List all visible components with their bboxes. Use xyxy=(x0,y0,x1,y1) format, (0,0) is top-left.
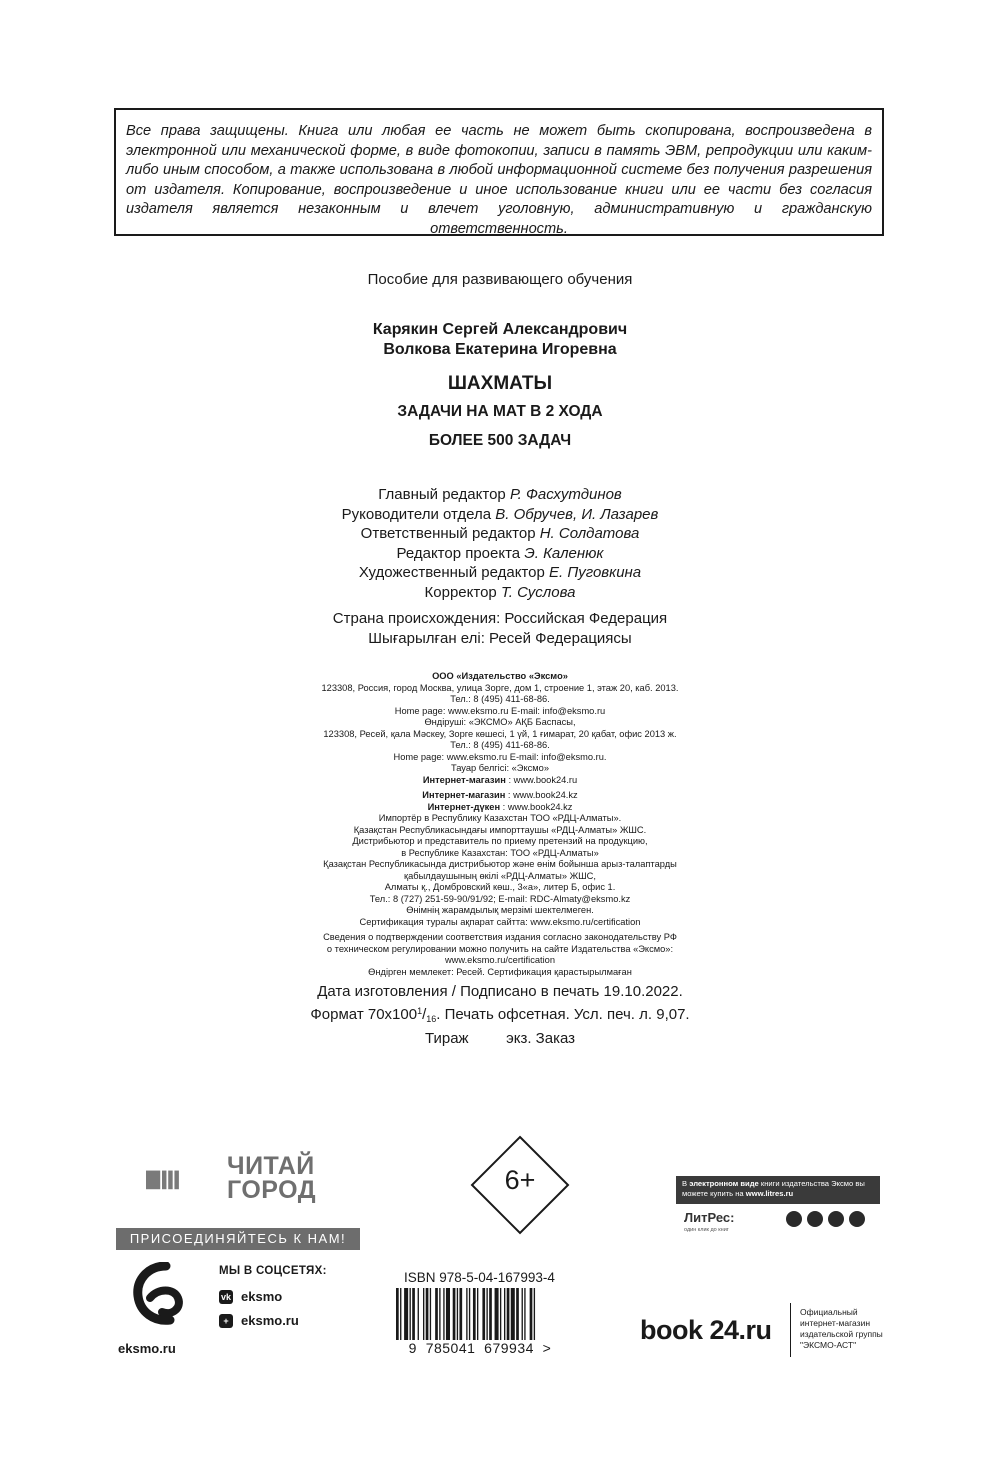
credit-row xyxy=(0,544,1000,564)
social-item-site[interactable] xyxy=(219,1313,299,1328)
book24-tagline-line: интернет-магазин xyxy=(800,1318,871,1328)
importer-line: Қазақстан Республикасында дистрибьютор және өнім бойынша арыз-талаптарды xyxy=(323,859,677,869)
barcode-bar xyxy=(466,1288,467,1340)
barcode-bar xyxy=(453,1288,456,1340)
importer-line: Дистрибьютор и представитель по приему претензий на продукцию, xyxy=(352,836,648,846)
book-subtitle: Пособие для развивающего обучения xyxy=(367,271,633,288)
barcode-bar xyxy=(516,1288,519,1340)
publisher-info xyxy=(0,671,1000,978)
credit-name: Н. Солдатова xyxy=(539,525,640,542)
certification-line: о техническом регулировании можно получить на сайте Издательства «Эксмо»: xyxy=(326,943,674,954)
importer-line: в Республике Казахстан: ТОО «РДЦ-Алматы» xyxy=(401,847,599,858)
age-rating: 6+ xyxy=(504,1165,536,1195)
book-title: ШАХМАТЫ xyxy=(447,373,553,394)
credits xyxy=(0,485,1000,602)
book24-tagline-line: издательской группы xyxy=(800,1329,883,1339)
barcode-bar xyxy=(473,1288,476,1340)
barcode-bar xyxy=(457,1288,458,1340)
android-icon xyxy=(807,1211,823,1227)
barcode-bar xyxy=(418,1288,419,1340)
publisher-name: ООО «Издательство «Эксмо» xyxy=(432,671,568,681)
barcode-bar xyxy=(396,1288,399,1340)
origin-kz: Шығарылған елі: Ресей Федерациясы xyxy=(368,629,632,647)
publisher-line: Тел.: 8 (495) 411-68-86. xyxy=(450,694,550,704)
credit-name: Е. Пуговкина xyxy=(549,564,642,581)
platform-icons xyxy=(786,1211,865,1227)
publisher-line: 123308, Россия, город Москва, улица Зорге, дом 1, строение 1, этаж 20, каб. 2013. xyxy=(321,682,679,693)
barcode-bar xyxy=(500,1288,501,1340)
credit-role: Корректор xyxy=(424,583,497,601)
barcode-bar xyxy=(435,1288,438,1340)
barcode-bar xyxy=(482,1288,485,1340)
barcode-bar xyxy=(439,1288,440,1340)
barcode-bar xyxy=(423,1288,424,1340)
credit-role: Руководители отдела xyxy=(341,505,492,523)
importer-line: Алматы қ., Домбровский көш., 3«а», литер Б, офис 1. xyxy=(384,882,616,892)
print-date: Дата изготовления / Подписано в печать 19.10.2022. xyxy=(317,983,683,1000)
barcode-bar xyxy=(507,1288,510,1340)
book-subtitle-2: БОЛЕЕ 500 ЗАДАЧ xyxy=(428,432,572,449)
social-label: eksmo xyxy=(241,1289,283,1304)
credit-name: В. Обручев, И. Лазарев xyxy=(495,505,659,523)
litres-logo: ЛитРес: xyxy=(684,1210,735,1225)
credit-row xyxy=(0,485,1000,505)
credit-role: Ответственный редактор xyxy=(360,525,536,542)
windows-phone-icon xyxy=(828,1211,844,1227)
credit-row xyxy=(0,563,1000,583)
barcode-bar xyxy=(495,1288,499,1340)
book24-tagline xyxy=(800,1307,883,1351)
barcode-bar xyxy=(459,1288,462,1340)
chitai-gorod-line2: ГОРОД xyxy=(227,1176,317,1204)
barcode-bar xyxy=(404,1288,408,1340)
importer-line: Импортёр в Республику Казахстан ТОО «РДЦ-Алматы». xyxy=(378,813,622,823)
certification-line: Өндірген мемлекет: Ресей. Сертификация қарастырылмаған xyxy=(368,966,632,977)
origin xyxy=(0,609,1000,648)
rights-notice: Все права защищены. Книга или любая ее часть не может быть скопирована, воспроизведена в электронной или механической форме, в виде фотокопии, записи в память ЭВМ, репродукции или каким-либо иным способом, а также использована в любой информационной системе без получения разрешения от издателя. Копирование, воспроизведение и иное использование книги или ее части без согласия издателя является незаконным и влечет уголовную, административную и гражданскую ответственность. xyxy=(126,123,872,237)
chitai-gorod-logo-text xyxy=(227,1154,316,1202)
barcode-bar xyxy=(524,1288,525,1340)
chitai-gorod-line1: ЧИТАЙ xyxy=(227,1152,315,1180)
barcode-bar xyxy=(504,1288,505,1340)
isbn: ISBN 978-5-04-167993-4 xyxy=(404,1270,555,1285)
print-info xyxy=(0,982,1000,1049)
social-label: eksmo.ru xyxy=(241,1313,299,1328)
shop-ru: Интернет-магазин : www.book24.ru xyxy=(422,774,578,785)
book24-tagline-line: Официальный xyxy=(800,1307,858,1317)
publisher-line: Home page: www.eksmo.ru E-mail: info@eksmo.ru. xyxy=(393,751,607,762)
windows-icon xyxy=(849,1211,865,1227)
eksmo-url[interactable]: eksmo.ru xyxy=(118,1341,176,1356)
book24-logo[interactable]: book 24.ru xyxy=(640,1315,772,1345)
credit-row xyxy=(0,524,1000,544)
importer-line: Өнімнің жарамдылық мерзімі шектелмеген. xyxy=(406,905,594,915)
publisher-line: Тауар белгісі: «Эксмо» xyxy=(450,763,550,773)
shop-kz: Интернет-магазин : www.book24.kz xyxy=(422,790,578,800)
join-us-banner: ПРИСОЕДИНЯЙТЕСЬ К НАМ! xyxy=(116,1228,360,1250)
social-item-vk[interactable] xyxy=(219,1289,282,1304)
publisher-line: 123308, Ресей, қала Мәскеу, Зорге көшесі, 1 үй, 1 ғимарат, 20 қабат, офис 2013 ж. xyxy=(323,728,677,739)
vk-icon: vk xyxy=(220,1291,231,1302)
barcode-bar xyxy=(489,1288,492,1340)
origin-ru: Страна происхождения: Российская Федерация xyxy=(332,610,668,627)
publisher-line: Home page: www.eksmo.ru E-mail: info@eksmo.ru xyxy=(394,705,606,716)
eksmo-logo-icon xyxy=(128,1262,188,1332)
plus-icon: + xyxy=(219,1314,233,1328)
barcode-digits: 9 785041 679934 > xyxy=(384,1340,576,1356)
authors xyxy=(0,320,1000,360)
credit-name: Т. Суслова xyxy=(500,583,576,601)
barcode-bar xyxy=(426,1288,429,1340)
credit-role: Редактор проекта xyxy=(396,544,521,562)
barcode-bar xyxy=(530,1288,533,1340)
publisher-line: Өндіруші: «ЭКСМО» АҚБ Баспасы, xyxy=(424,717,576,727)
barcode-bar xyxy=(477,1288,478,1340)
rights-notice-box xyxy=(114,108,884,236)
barcode-bar xyxy=(412,1288,415,1340)
credit-name: Э. Каленюк xyxy=(524,544,604,562)
credit-row xyxy=(0,505,1000,525)
importer-line: Сертификация туралы ақпарат сайтта: www.eksmo.ru/certification xyxy=(359,916,641,927)
litres-slogan: один клик до книг xyxy=(684,1227,729,1233)
credit-name: Р. Фасхутдинов xyxy=(509,486,622,503)
credit-role: Художественный редактор xyxy=(358,564,545,581)
credit-role: Главный редактор xyxy=(378,486,506,503)
book-subtitle-1: ЗАДАЧИ НА МАТ В 2 ХОДА xyxy=(397,403,603,420)
certification-line: www.eksmo.ru/certification xyxy=(444,955,556,965)
barcode-bar xyxy=(522,1288,523,1340)
barcode-bar xyxy=(400,1288,401,1340)
importer-line: Тел.: 8 (727) 251-59-90/91/92; E-mail: RDC-Almaty@eksmo.kz xyxy=(369,893,631,904)
social-heading: МЫ В СОЦСЕТЯХ: xyxy=(219,1265,327,1277)
shop-kz-2: Интернет-дүкен : www.book24.kz xyxy=(427,801,573,812)
author-1: Карякин Сергей Александрович xyxy=(372,321,628,338)
barcode-bar xyxy=(511,1288,515,1340)
barcode-bar xyxy=(410,1288,411,1340)
barcode-bar xyxy=(469,1288,470,1340)
barcode-bar xyxy=(443,1288,444,1340)
chitai-gorod-logo-icon xyxy=(146,1156,226,1202)
credit-row xyxy=(0,583,1000,603)
book24-tagline-line: "ЭКСМО-АСТ" xyxy=(800,1340,857,1350)
publisher-line: Тел.: 8 (495) 411-68-86. xyxy=(450,740,550,750)
importer-line: Қазақстан Республикасындағы импорттаушы «РДЦ-Алматы» ЖШС. xyxy=(353,824,647,835)
apple-icon xyxy=(786,1211,802,1227)
print-format: Формат $70x100^1/_{16}$. Печать офсетная. Усл. печ. л. 9,07. xyxy=(310,1005,690,1024)
barcode-bar xyxy=(446,1288,450,1340)
barcode-bar xyxy=(430,1288,431,1340)
litres-banner[interactable]: В электронном виде книги издательства Эксмо вы можете купить на www.litres.ru xyxy=(676,1176,880,1204)
importer-line: қабылдаушының өкілі «РДЦ-Алматы» ЖШС, xyxy=(404,870,596,881)
barcode-bar xyxy=(534,1288,535,1340)
barcode-bar xyxy=(486,1288,487,1340)
book24-divider xyxy=(790,1303,791,1357)
print-run: Тираж экз. Заказ xyxy=(424,1030,576,1047)
certification-line: Сведения о подтверждении соответствия издания согласно законодательству РФ xyxy=(323,932,677,942)
author-2: Волкова Екатерина Игоревна xyxy=(383,341,617,358)
